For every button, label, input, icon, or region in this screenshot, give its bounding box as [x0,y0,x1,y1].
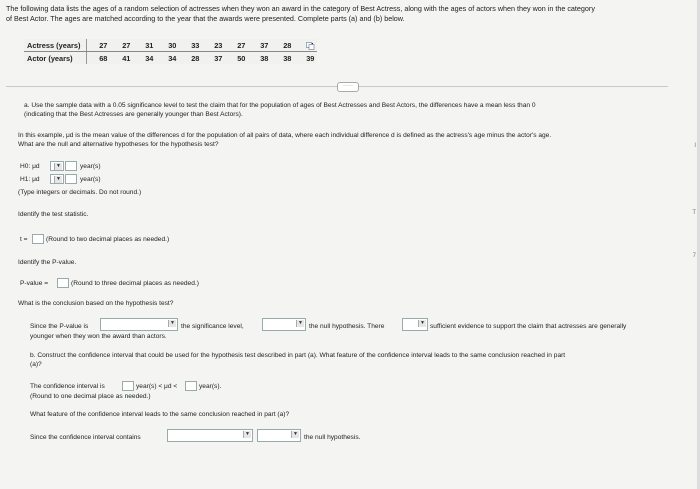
problem-intro [6,4,696,24]
ci-mid-text: year(s) < μd < [136,383,178,390]
chevron-down-icon: ▼ [243,431,251,438]
actor-cell: 50 [237,53,246,63]
p-value-input[interactable] [57,278,69,288]
actor-row [24,52,317,65]
edge-mark-1: I [694,143,696,149]
t-statistic-input[interactable] [32,234,44,244]
chevron-down-icon: ▼ [54,176,62,183]
actor-cell: 38 [283,53,292,63]
younger-text: younger when they won the award than actors. [30,333,167,340]
intro-line-1: The following data lists the ages of a random selection of actresses when they won an award in the category of Best Actress, along with the ages of actors when they won in the category [6,4,595,13]
sufficient-evidence-text: sufficient evidence to support the claim that actresses are generally [430,323,627,330]
part-a-example-line-1: In this example, μd is the mean value of the differences d for the population of all pairs of data, where each individual difference d is defined as the actress's age minus the actor's age. [18,132,552,139]
type-hint: (Type integers or decimals. Do not round.) [18,189,142,196]
actor-cell: 34 [145,53,154,63]
ci-lower-input[interactable] [122,381,134,391]
actress-cell: 27 [110,39,133,52]
actor-cell: 37 [214,53,223,63]
h0-operator-select[interactable] [50,161,64,171]
actor-cell: 41 [122,53,131,63]
actor-row-label: Actor (years) [24,52,87,65]
null-hyp-end-text: the null hypothesis. [304,434,361,441]
copy-data-icon[interactable] [306,42,315,50]
actor-cell: 34 [168,53,177,63]
actress-cell: 37 [248,39,271,52]
part-a-question-line-2: (indicating that the Best Actresses are generally younger than Best Actors). [24,111,243,118]
since-pvalue-text: Since the P-value is [30,323,89,330]
part-b-question-line-1: b. Construct the confidence interval that could be used for the hypothesis test described in part (a). What feature of the confidence interval leads to the same conclusion reached in part [30,352,566,359]
actress-cell: 28 [271,39,294,52]
reject-decision-select[interactable] [262,318,306,331]
null-hypothesis-text: the null hypothesis. There [309,323,385,330]
t-hint: (Round to two decimal places as needed.) [46,236,170,243]
ci-upper-input[interactable] [185,381,197,391]
sig-level-text: the significance level, [181,323,244,330]
part-b-question-line-2: (a)? [30,361,42,368]
t-label: t = [20,236,28,243]
ci-contains-select[interactable] [167,429,253,442]
part-a-question-line-1: a. Use the sample data with a 0.05 significance level to test the claim that for the population of ages of Best Actresses and Best Actors, the differences have a mean less than 0 [24,102,536,109]
p-label: P-value = [20,280,49,287]
edge-mark-3: 7 [692,253,696,259]
actor-cell: 28 [191,53,200,63]
h0-unit: year(s) [80,163,101,170]
part-a-example-line-2: What are the null and alternative hypotheses for the hypothesis test? [18,141,219,148]
intro-line-2: of Best Actor. The ages are matched according to the year that the awards were presented. Complete parts (a) and (b) below. [6,14,405,23]
actress-cell: 27 [225,39,248,52]
edge-mark-2: T [692,210,696,216]
actress-row [24,39,317,52]
evidence-select[interactable] [402,318,428,331]
chevron-down-icon: ▼ [54,163,62,170]
since-ci-text: Since the confidence interval contains [30,434,141,441]
actress-cell: 31 [133,39,156,52]
h1-operator-select[interactable] [50,174,64,184]
h1-value-input[interactable] [65,174,77,184]
actress-row-label: Actress (years) [24,39,87,52]
chevron-down-icon: ▼ [418,320,426,327]
actress-cell: 27 [87,39,111,52]
p-hint: (Round to three decimal places as needed.) [71,280,199,287]
h1-unit: year(s) [80,176,101,183]
h0-label: H0: μd [20,163,40,170]
actor-cell: 38 [260,53,269,63]
ci-label: The confidence interval is [30,383,105,390]
identify-stat-label: Identify the test statistic. [18,211,89,218]
feature-question: What feature of the confidence interval leads to the same conclusion reached in part (a)? [30,411,290,418]
actress-cell: 30 [156,39,179,52]
round-hint: (Round to one decimal place as needed.) [30,393,151,400]
actress-cell: 23 [202,39,225,52]
chevron-down-icon: ▼ [168,320,176,327]
actor-cell: 39 [306,53,315,63]
ages-table [24,39,317,64]
chevron-down-icon: ▼ [291,431,299,438]
expand-more-button[interactable]: ····· [337,82,359,92]
h0-value-input[interactable] [65,161,77,171]
chevron-down-icon: ▼ [296,320,304,327]
actress-cell: 33 [179,39,202,52]
h1-label: H1: μd [20,176,40,183]
actor-cell: 68 [99,53,108,63]
ci-decision-select[interactable] [257,429,301,442]
conclusion-question: What is the conclusion based on the hypothesis test? [18,300,174,307]
identify-p-label: Identify the P-value. [18,259,77,266]
ci-end-text: year(s). [199,383,222,390]
pvalue-comparison-select[interactable] [100,318,178,331]
